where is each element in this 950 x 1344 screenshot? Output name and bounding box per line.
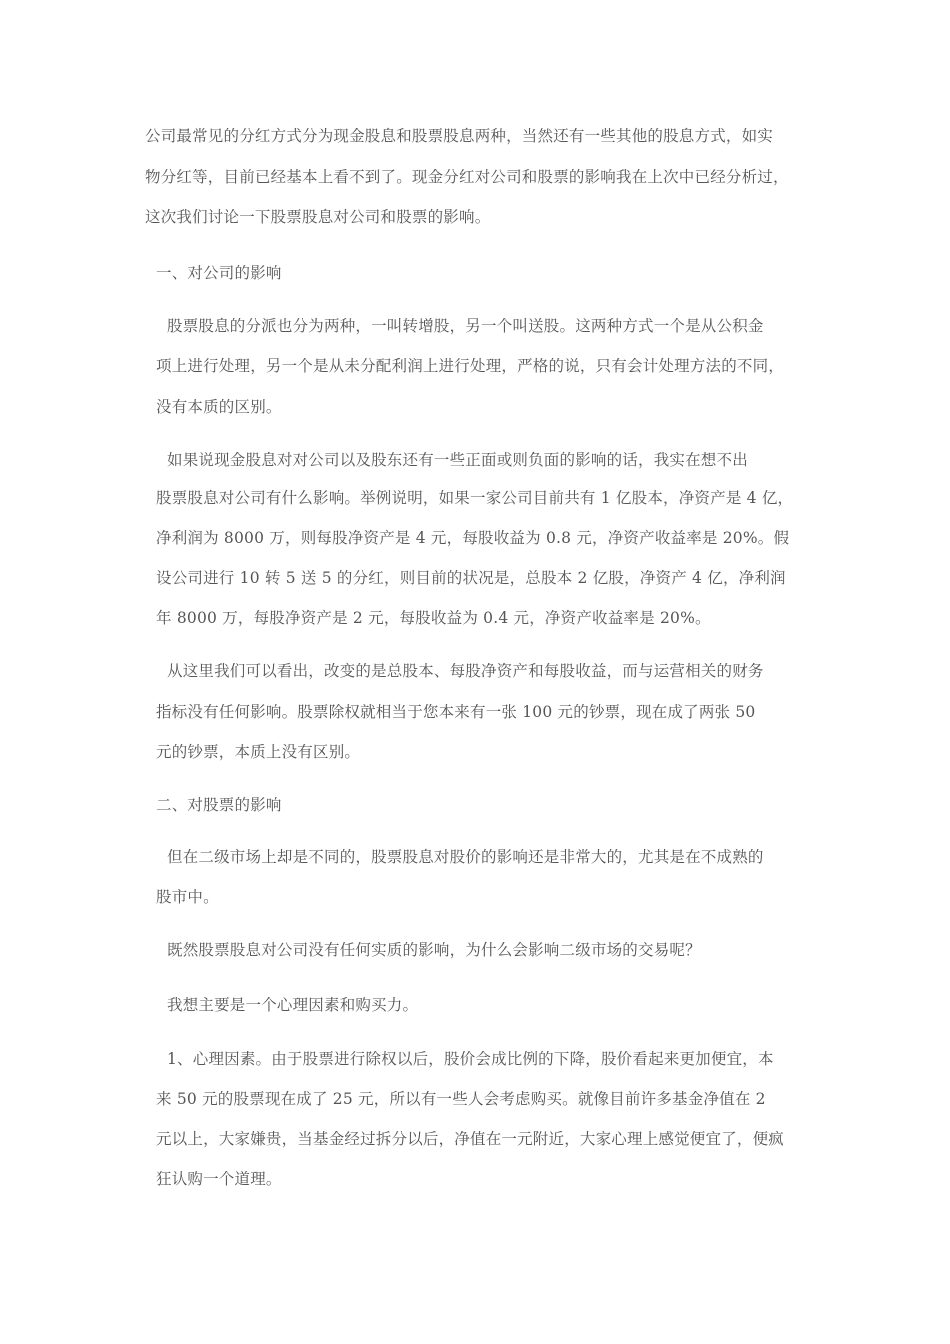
text-line: 股票股息对公司有什么影响。举例说明，如果一家公司目前共有 1 亿股本，净资产是 4 亿， bbox=[156, 489, 794, 507]
text-line: 元的钞票，本质上没有区别。 bbox=[156, 743, 361, 761]
text-line: 项上进行处理，另一个是从未分配利润上进行处理，严格的说，只有会计处理方法的不同， bbox=[156, 357, 785, 375]
text-line: 没有本质的区别。 bbox=[156, 398, 282, 416]
section-heading-1: 一、对公司的影响 bbox=[156, 264, 282, 282]
text-line: 元以上，大家嫌贵，当基金经过拆分以后，净值在一元附近，大家心理上感觉便宜了，便疯 bbox=[156, 1130, 785, 1148]
text-line: 股市中。 bbox=[156, 888, 219, 906]
text-line: 公司最常见的分红方式分为现金股息和股票股息两种，当然还有一些其他的股息方式，如实 bbox=[145, 127, 774, 145]
text-line: 净利润为 8000 万，则每股净资产是 4 元，每股收益为 0.8 元，净资产收益率是 20%。假 bbox=[156, 529, 790, 547]
paragraph-6: 我想主要是一个心理因素和购买力。 bbox=[167, 996, 419, 1014]
text-line: 1、心理因素。由于股票进行除权以后，股价会成比例的下降，股价看起来更加便宜，本 bbox=[167, 1050, 774, 1068]
text-line: 股票股息的分派也分为两种，一叫转增股，另一个叫送股。这两种方式一个是从公积金 bbox=[167, 317, 764, 335]
paragraph-5: 既然股票股息对公司没有任何实质的影响，为什么会影响二级市场的交易呢？ bbox=[167, 941, 701, 959]
text-line: 如果说现金股息对对公司以及股东还有一些正面或则负面的影响的话，我实在想不出 bbox=[167, 451, 748, 469]
text-line: 物分红等，目前已经基本上看不到了。现金分红对公司和股票的影响我在上次中已经分析过， bbox=[145, 168, 789, 186]
section-heading-2: 二、对股票的影响 bbox=[156, 796, 282, 814]
text-line: 设公司进行 10 转 5 送 5 的分红，则目前的状况是，总股本 2 亿股，净资产 4 亿，净利润 bbox=[156, 569, 786, 587]
text-line: 狂认购一个道理。 bbox=[156, 1170, 282, 1188]
text-line: 但在二级市场上却是不同的，股票股息对股价的影响还是非常大的，尤其是在不成熟的 bbox=[167, 848, 764, 866]
text-line: 指标没有任何影响。股票除权就相当于您本来有一张 100 元的钞票，现在成了两张 50 bbox=[156, 703, 756, 721]
text-line: 来 50 元的股票现在成了 25 元，所以有一些人会考虑购买。就像目前许多基金净值在 2 bbox=[156, 1090, 766, 1108]
text-line: 年 8000 万，每股净资产是 2 元，每股收益为 0.4 元，净资产收益率是 20%。 bbox=[156, 609, 711, 627]
text-line: 从这里我们可以看出，改变的是总股本、每股净资产和每股收益，而与运营相关的财务 bbox=[167, 662, 764, 680]
text-line: 这次我们讨论一下股票股息对公司和股票的影响。 bbox=[145, 208, 491, 226]
